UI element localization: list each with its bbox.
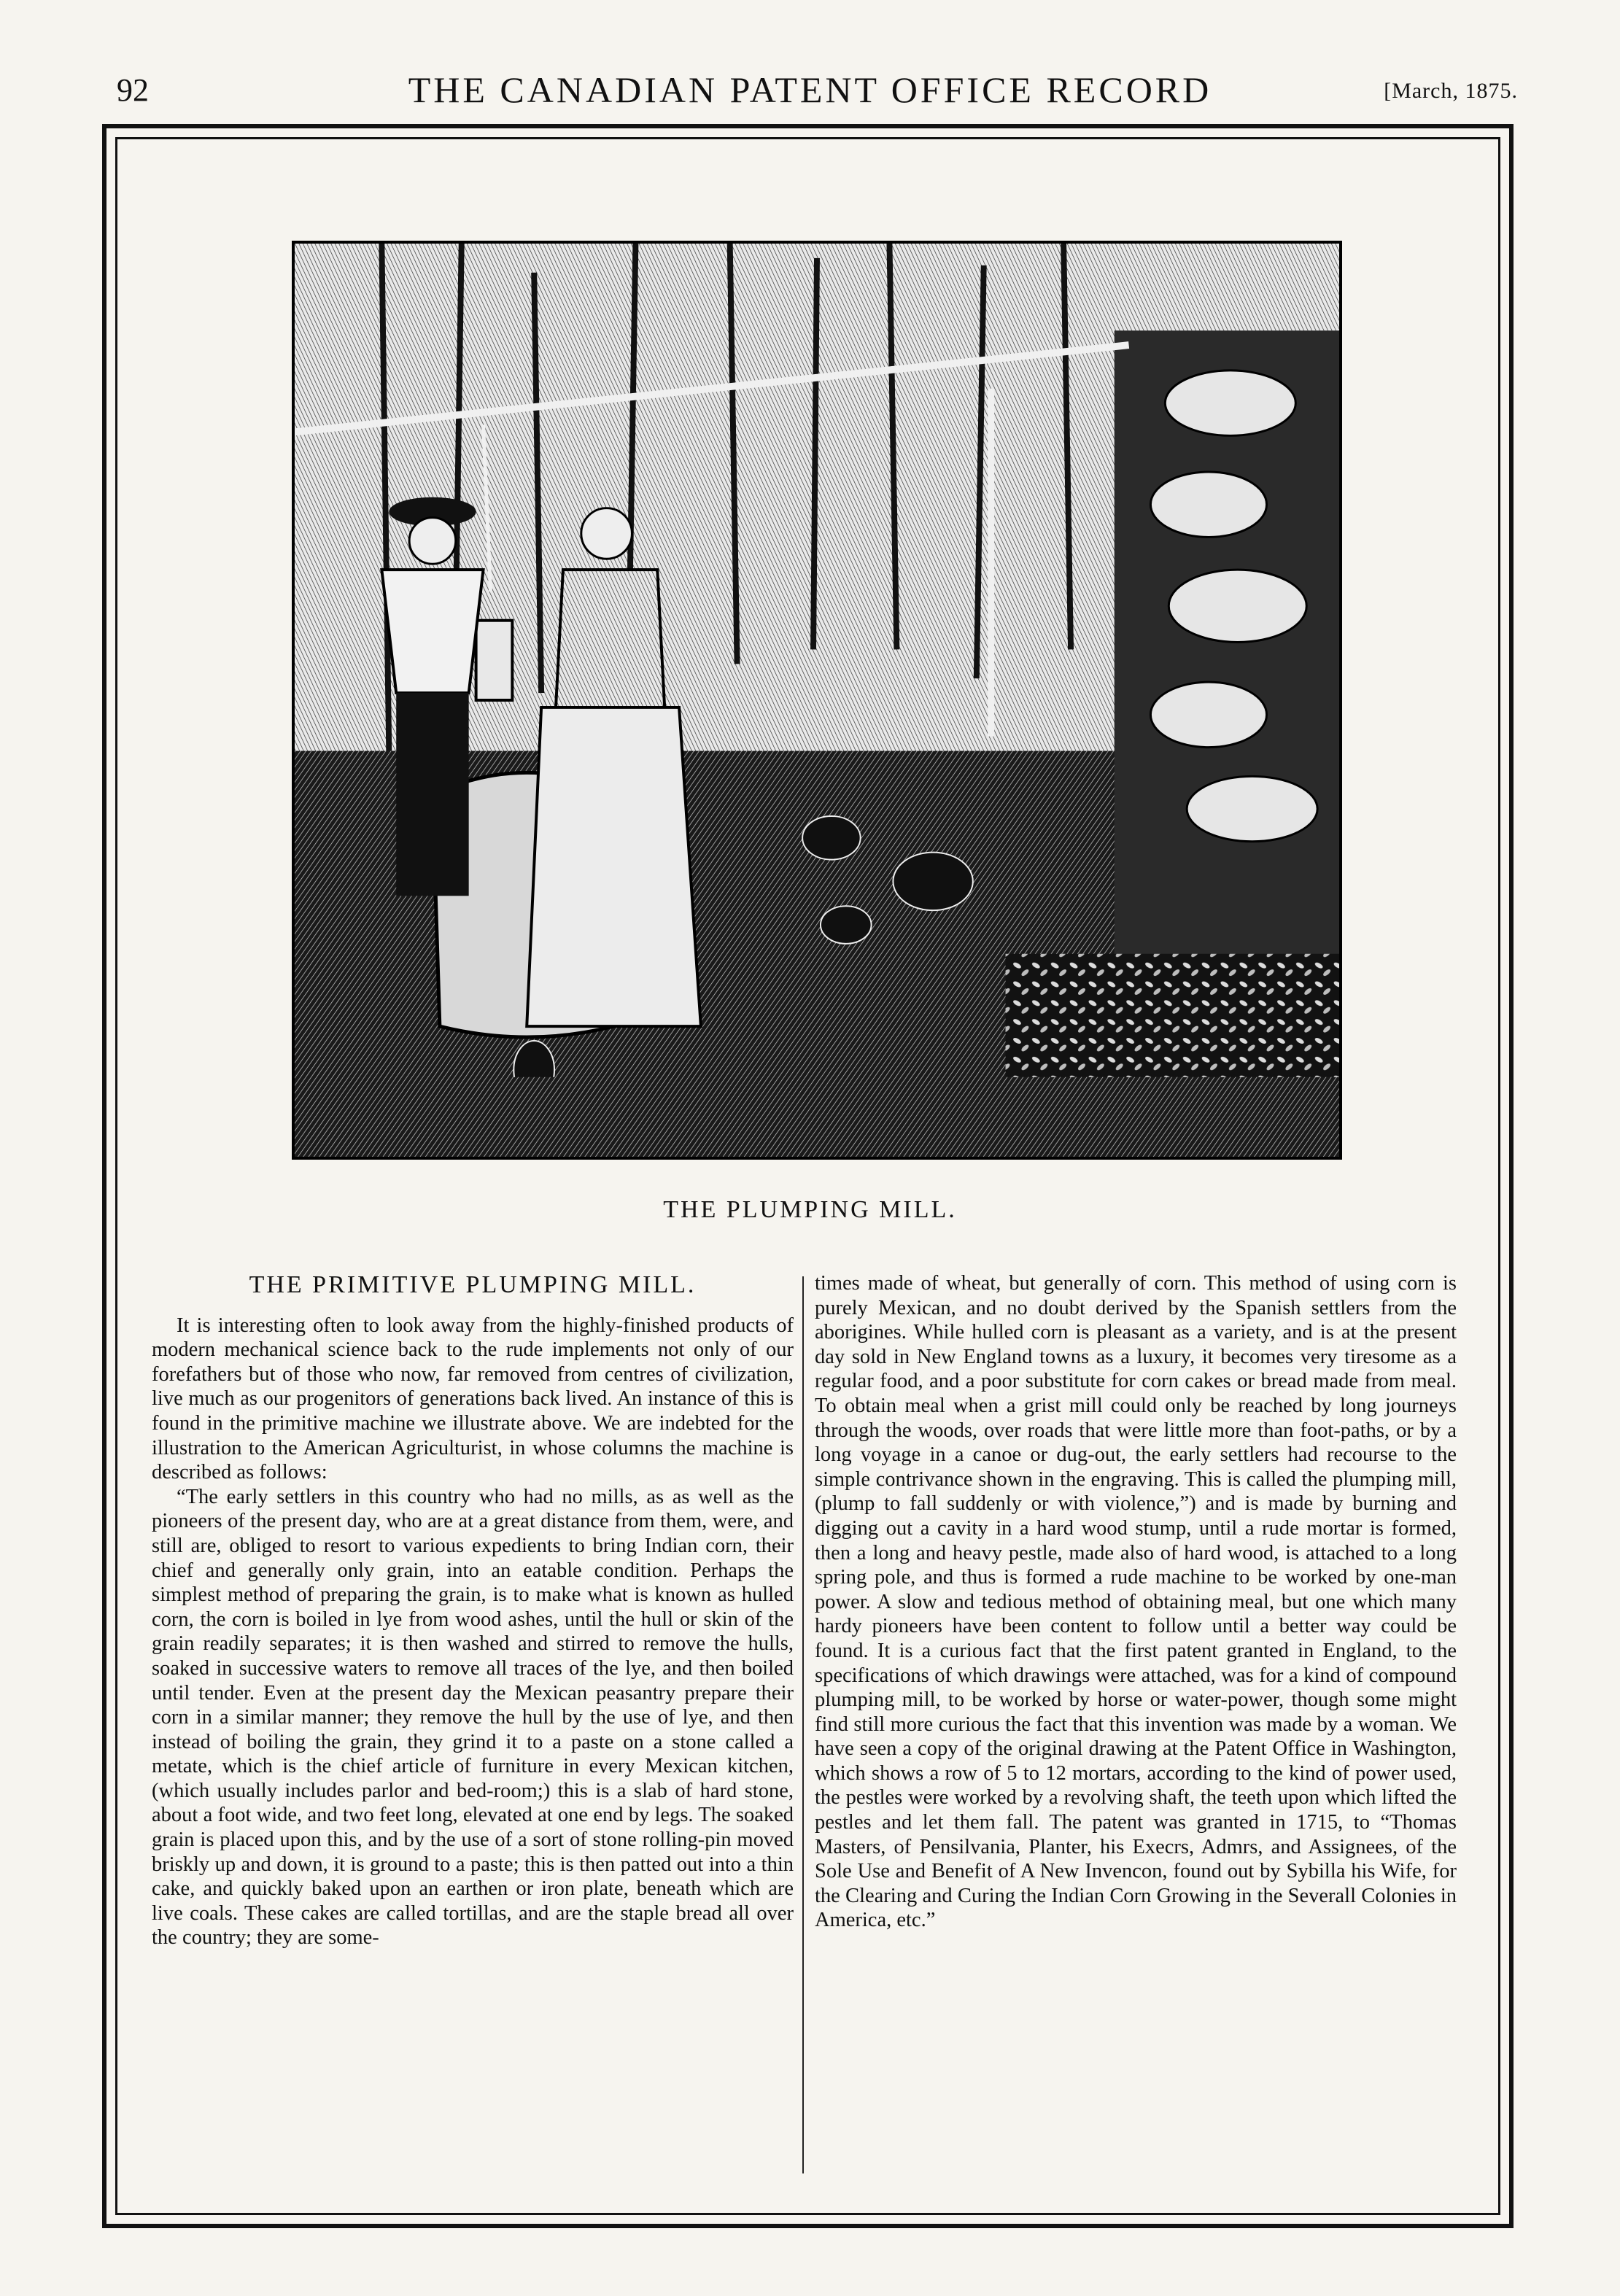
article-paragraph: It is interesting often to look away from the highly-finished products of modern mechanical science back to the rude implements not only of our forefathers but of those who now, far removed from centres of civilization, live much as our progenitors of generations back lived. An instance of this is found in the primitive machine we illustrate above. We are indebted for the illustration to the American Agriculturist, in whose columns the machine is described as follows: xyxy=(152,1314,794,1484)
page-number: 92 xyxy=(117,72,149,108)
journal-title: THE CANADIAN PATENT OFFICE RECORD xyxy=(408,69,1212,110)
article-paragraph: times made of wheat, but generally of corn. This method of using corn is purely Mexican, and no doubt derived by the Spanish settlers from the aborigines. While hulled corn is pleasant as a variety, and is at the present day sold in New England towns as a luxury, it becomes very tiresome as a regular food, and a poor substitute for corn cakes or bread made from meal. To obtain meal when a grist mill could only be reached by long journeys through the woods, over roads that were little more than foot-paths, or by a long voyage in a canoe or dug-out, the early settlers had recourse to the simple contrivance shown in the engraving. This is called the plumping mill, (plump to fall suddenly or with violence,”) and is made by burning and digging out a cavity in a hard wood stump, until a rude mortar is formed, then a long and heavy pestle, made also of hard wood, is attached to a long spring pole, and thus is formed a rude machine to be worked by one-man power. A slow and tedious method of obtaining meal, but one which many hardy pioneers have been content to follow until a better way could be found. It is a curious fact that the first patent granted in England, to the specifications of which drawings were attached, was for a kind of compound plumping mill, to be worked by horse or water-power, though some might find still more curious the fact that this invention was made by a woman. We have seen a copy of the original drawing at the Patent Office in Washington, which shows a row of 5 to 12 mortars, according to the kind of power used, the pestles were worked by a revolving shaft, the teeth upon which lifted the pestles and let them fall. The patent was granted in 1715, to “Thomas Masters, of Pensilvania, Planter, his Execrs, Admrs, and Assignees, of the Sole Use and Benefit of A New Invencon, found out by Sybilla his Wife, for the Clearing and Curing the Indian Corn Growing in the Severall Colonies in America, etc.” xyxy=(815,1272,1457,1932)
right-column xyxy=(815,1271,1457,1933)
left-column xyxy=(152,1273,794,1950)
article-title: THE PRIMITIVE PLUMPING MILL. xyxy=(249,1271,697,1298)
illustration-caption: THE PLUMPING MILL. xyxy=(663,1196,957,1223)
plumping-mill-engraving xyxy=(292,241,1342,1160)
column-divider xyxy=(802,1276,804,2173)
issue-date: [March, 1875. xyxy=(1384,79,1518,103)
article-paragraph: “The early settlers in this country who had no mills, as as well as the pioneers of the present day, who are at a great distance from them, were, and still are, obliged to resort to various expedients to bring Indian corn, their chief and generally only grain, into an eatable condition. Perhaps the simplest method of preparing the grain, is to make what is known as hulled corn, the corn is boiled in lye from wood ashes, until the hull or skin of the grain readily separates; it is then washed and stirred to remove the hulls, soaked in successive waters to remove all traces of the lye, and then boiled until tender. Even at the present day the Mexican peasantry prepare their corn in a similar manner; they remove the hull by the use of lye, and then instead of boiling the grain, they grind it to a paste on a stone called a metate, which is the chief article of furniture in every Mexican kitchen, (which usually includes parlor and bed-room;) this is a slab of hard stone, about a foot wide, and two feet long, elevated at one end by legs. The soaked grain is placed upon this, and by the use of a sort of stone rolling-pin moved briskly up and down, it is ground to a paste; this is then patted out into a thin cake, and quickly baked upon an earthen or iron plate, beneath which are live coals. These cakes are called tortillas, and are the staple bread all over the country; they are some- xyxy=(152,1485,794,1950)
page-header xyxy=(0,64,1620,123)
engraving-illustration-icon xyxy=(295,244,1339,1157)
